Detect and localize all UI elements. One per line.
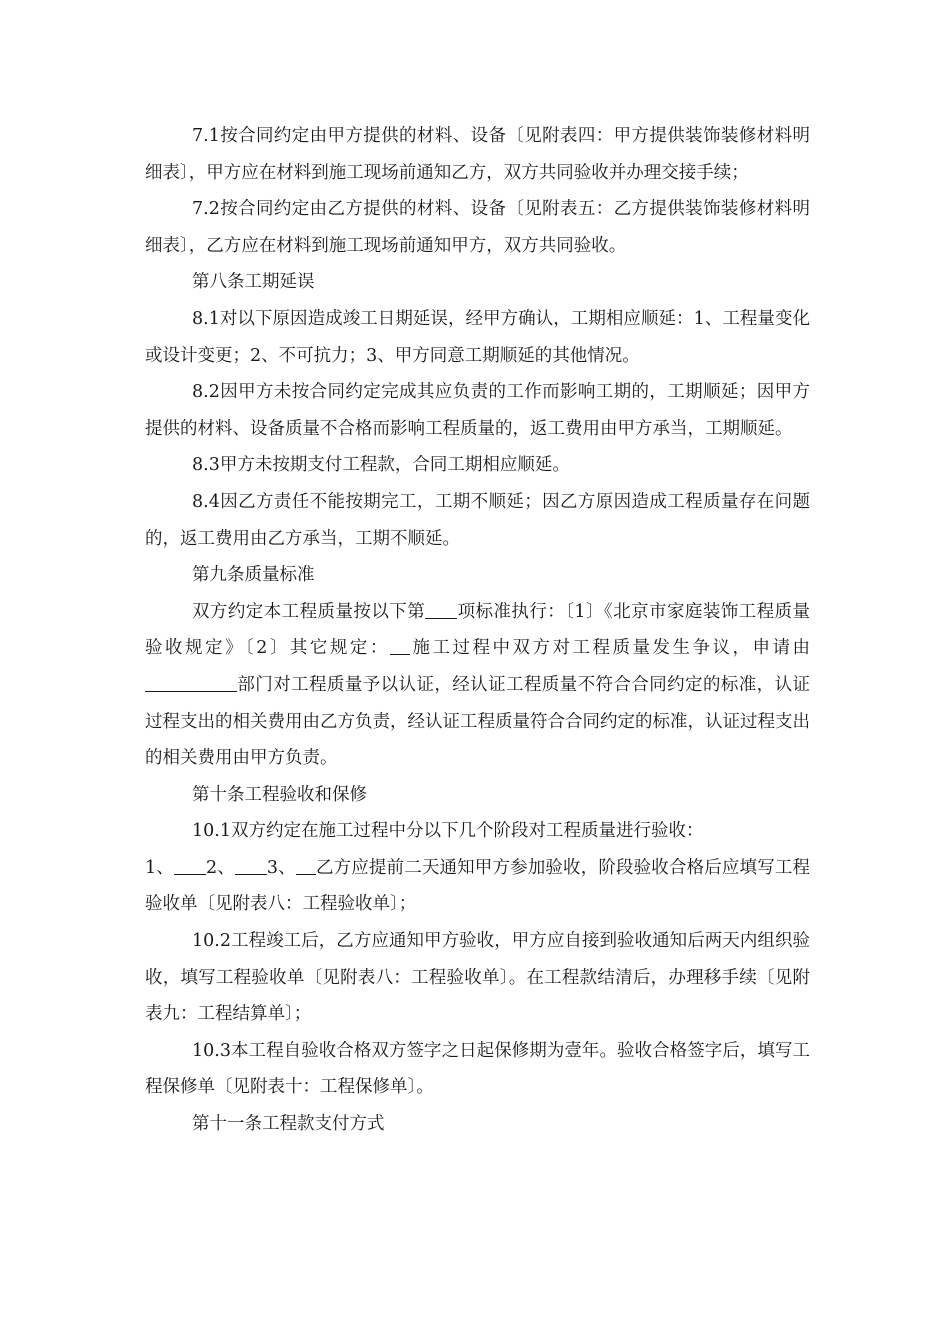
stage-3-label: 3、	[266, 857, 296, 878]
quality-text-b: 项标准执行：〔1〕《北京市家庭装饰工程质量验收规定》〔2〕其它规定：	[145, 601, 810, 659]
quality-text-a: 双方约定本工程质量按以下第	[192, 601, 426, 622]
article-9-heading: 第九条质量标准	[192, 565, 315, 586]
stage-1-label: 1、	[145, 857, 174, 878]
clause-10-3: 10.3本工程自验收合格双方签字之日起保修期为壹年。验收合格签字后，填写工程保修单〔见附表十：工程保修单〕。	[145, 1040, 810, 1098]
article-10-heading: 第十条工程验收和保修	[192, 784, 367, 805]
clause-8-2: 8.2因甲方未按合同约定完成其应负责的工作而影响工期的，工期顺延；因甲方提供的材料、设备质量不合格而影响工程质量的，返工费用由甲方承当，工期顺延。	[145, 382, 810, 439]
clause-8-1: 8.1对以下原因造成竣工日期延误，经甲方确认，工期相应顺延：1、工程量变化或设计变更；2、不可抗力；3、甲方同意工期顺延的其他情况。	[145, 308, 810, 366]
quality-standard-paragraph	[145, 594, 810, 777]
clause-10-1: 10.1双方约定在施工过程中分以下几个阶段对工程质量进行验收：	[192, 821, 704, 842]
clause-7-1: 7.1按合同约定由甲方提供的材料、设备〔见附表四：甲方提供装饰装修材料明细表〕，甲方应在材料到施工现场前通知乙方，双方共同验收并办理交接手续；	[145, 126, 810, 183]
quality-text-c: 施工过程中双方对工程质量发生争议，申请由	[409, 638, 811, 659]
clause-8-4: 8.4因乙方责任不能按期完工，工期不顺延；因乙方原因造成工程质量存在问题的，返工费用由乙方承当，工期不顺延。	[145, 491, 810, 549]
acceptance-stages-paragraph	[145, 850, 810, 923]
quality-text-d: 部门对工程质量予以认证，经认证工程质量不符合合同约定的标准，认证过程支出的相关费用由乙方负责，经认证工程质量符合合同约定的标准，认证过程支出的相关费用由甲方负责。	[145, 674, 810, 769]
clause-8-3: 8.3甲方未按期支付工程款，合同工期相应顺延。	[192, 455, 570, 476]
stage-1-blank	[174, 856, 206, 875]
clause-7-2: 7.2按合同约定由乙方提供的材料、设备〔见附表五：乙方提供装饰装修材料明细表〕，乙方应在材料到施工现场前通知甲方，双方共同验收。	[145, 199, 810, 256]
stage-3-blank	[296, 856, 316, 875]
stage-2-label: 2、	[205, 857, 235, 878]
other-rules-blank	[390, 636, 410, 655]
certifying-department-blank	[145, 673, 237, 692]
document-body	[145, 118, 810, 1143]
article-8-heading: 第八条工期延误	[192, 272, 315, 293]
article-11-heading: 第十一条工程款支付方式	[192, 1114, 385, 1135]
stage-notice-text: 乙方应提前二天通知甲方参加验收，阶段验收合格后应填写工程验收单〔见附表八：工程验收单〕；	[145, 857, 810, 915]
clause-10-2: 10.2工程竣工后，乙方应通知甲方验收，甲方应自接到验收通知后两天内组织验收，填写工程验收单〔见附表八：工程验收单〕。在工程款结清后，办理移手续〔见附表九：工程结算单〕；	[145, 931, 810, 1025]
standard-number-blank	[425, 600, 457, 619]
stage-2-blank	[235, 856, 267, 875]
